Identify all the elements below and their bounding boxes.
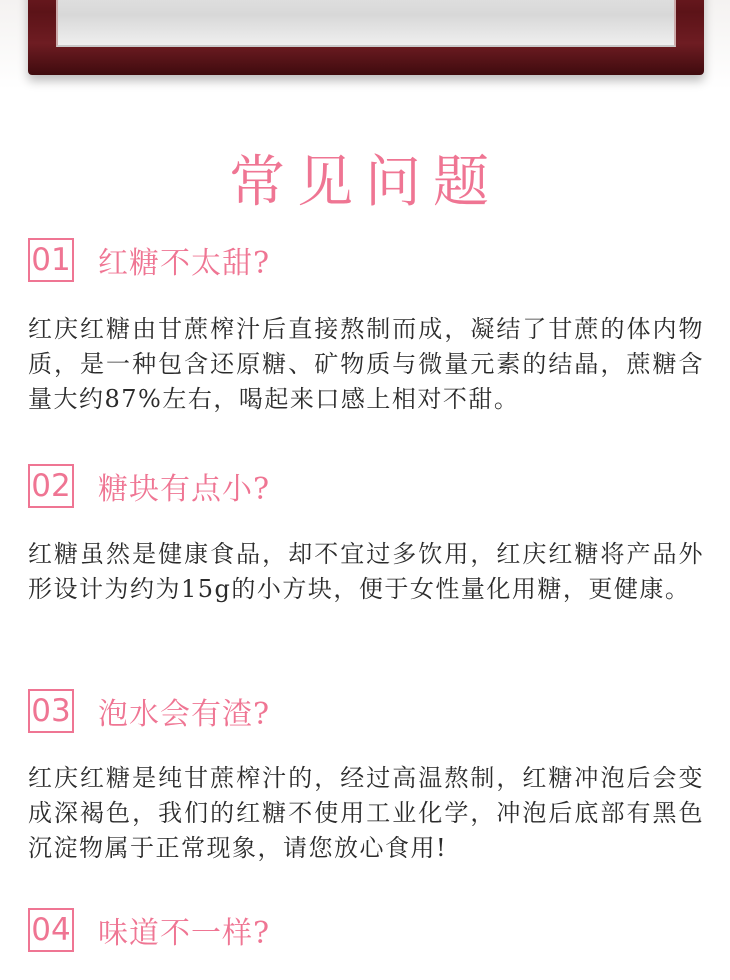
faq-question: 糖块有点小? xyxy=(98,472,271,507)
certificate-panel xyxy=(56,0,676,47)
faq-question: 味道不一样? xyxy=(98,916,271,951)
faq-item-1-header xyxy=(28,236,270,284)
page-title: 常见问题 xyxy=(229,150,501,215)
certificate-frame-area xyxy=(0,0,730,90)
faq-item-2-header xyxy=(28,462,270,510)
faq-number-badge: 01 xyxy=(28,238,74,282)
faq-answer: 红糖虽然是健康食品，却不宜过多饮用，红庆红糖将产品外形设计为约为15g的小方块，便于女性量化用糖，更健康。 xyxy=(28,540,704,603)
faq-number-badge: 04 xyxy=(28,908,74,952)
faq-number-badge: 03 xyxy=(28,689,74,733)
faq-number-badge: 02 xyxy=(28,464,74,508)
faq-item-4-header xyxy=(28,906,270,954)
certificate-frame xyxy=(28,0,704,75)
faq-answer: 红庆红糖是纯甘蔗榨汁的，经过高温熬制，红糖冲泡后会变成深褐色，我们的红糖不使用工业化学，冲泡后底部有黑色沉淀物属于正常现象，请您放心食用! xyxy=(28,764,704,862)
faq-question: 泡水会有渣? xyxy=(98,697,271,732)
faq-item-3-header xyxy=(28,687,270,735)
faq-question: 红糖不太甜? xyxy=(98,246,271,281)
faq-answer: 红庆红糖由甘蔗榨汁后直接熬制而成，凝结了甘蔗的体内物质，是一种包含还原糖、矿物质与微量元素的结晶，蔗糖含量大约87%左右，喝起来口感上相对不甜。 xyxy=(28,315,704,413)
